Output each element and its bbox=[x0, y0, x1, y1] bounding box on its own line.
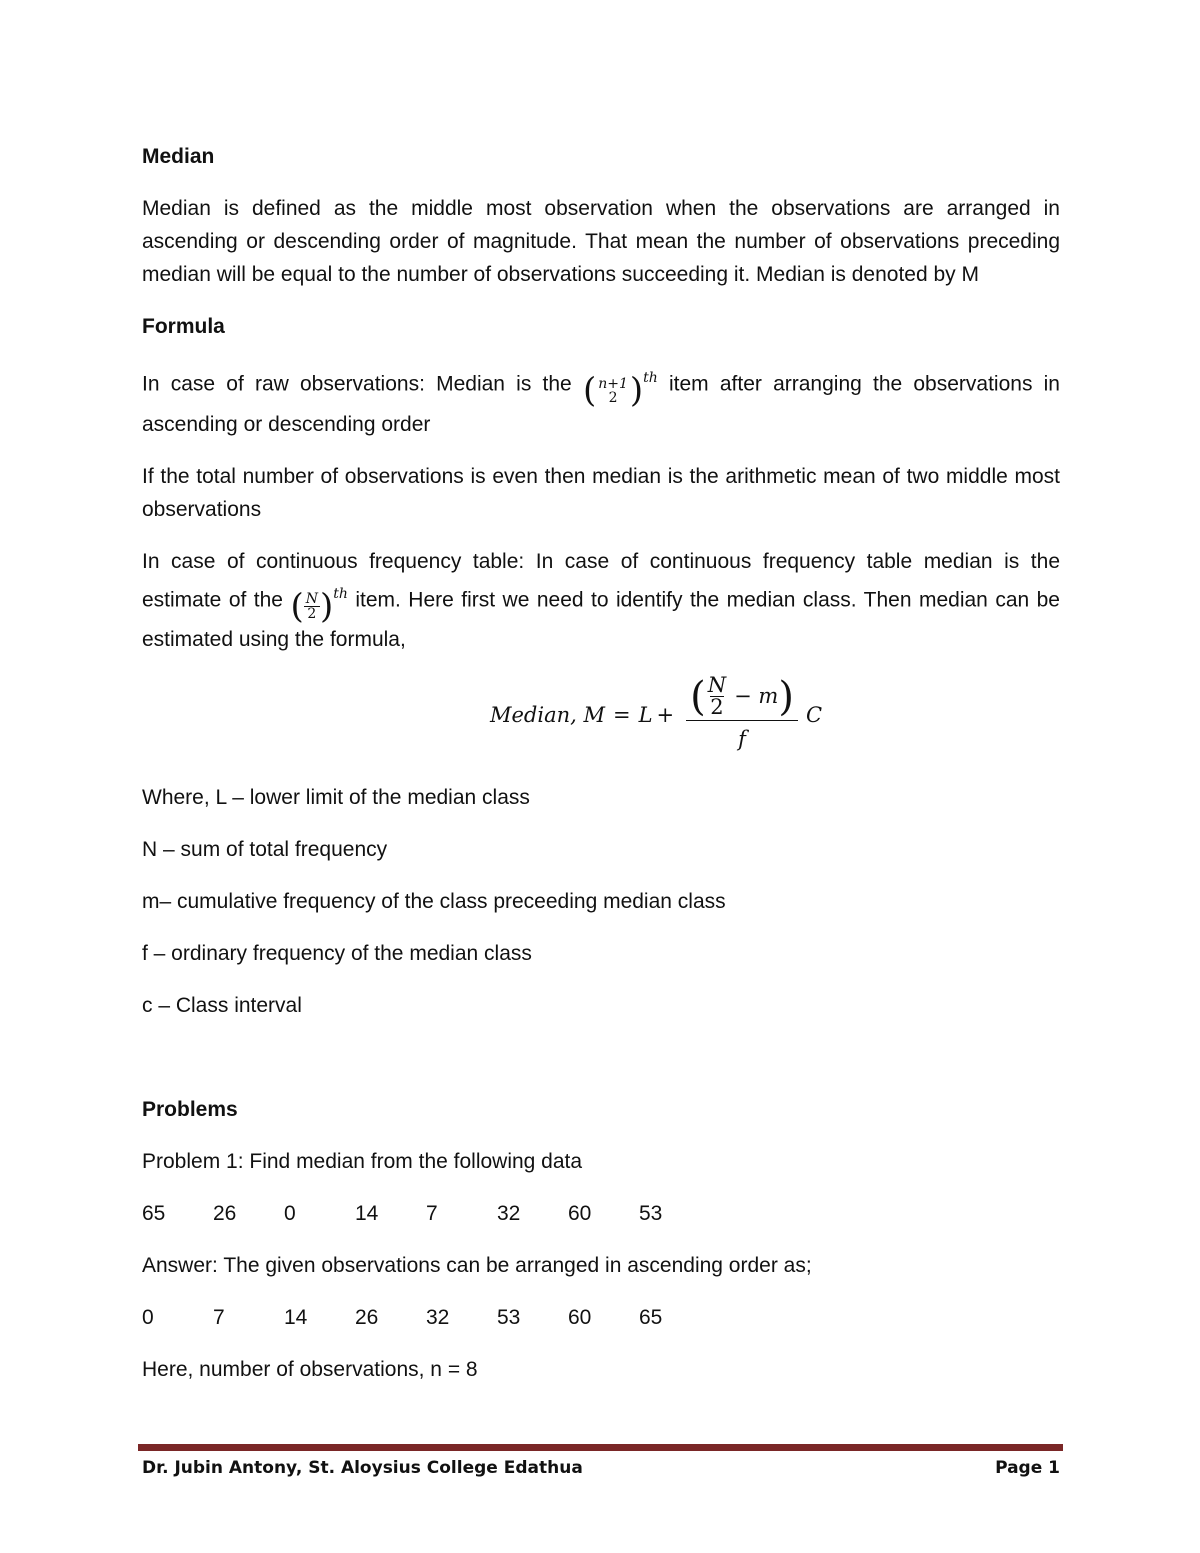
n-observations-text: Here, number of observations, n = 8 bbox=[142, 1358, 478, 1381]
data-value: 60 bbox=[568, 1202, 592, 1225]
page-content bbox=[142, 140, 1060, 1405]
footer-page-number: Page 1 bbox=[995, 1458, 1060, 1478]
page-footer bbox=[142, 1458, 1060, 1486]
sorted-value: 53 bbox=[497, 1306, 521, 1329]
continuous-case-paragraph bbox=[142, 545, 1060, 657]
cont-frac-den: 2 bbox=[304, 606, 320, 621]
where-item: m– cumulative frequency of the class preceeding median class bbox=[142, 890, 726, 913]
continuous-fraction: ( $\frac{N}{2}$ )$^{th}$ bbox=[290, 585, 348, 626]
where-item: f – ordinary frequency of the median class bbox=[142, 942, 532, 965]
formula-minus-m: − m bbox=[734, 684, 779, 708]
footer-author: Dr. Jubin Antony, St. Aloysius College Edathua bbox=[142, 1458, 583, 1478]
sorted-value: 7 bbox=[213, 1306, 225, 1329]
definition-paragraph: Median is defined as the middle most observation when the observations are arranged in ascending or descending order of magnitude. That mean the number of observations preceding median will be equal to the number of observations succeeding it. Median is denoted by M bbox=[142, 197, 1060, 286]
where-item: N – sum of total frequency bbox=[142, 838, 388, 861]
sorted-value: 14 bbox=[284, 1306, 308, 1329]
formula-fraction: ( N 2 − m ) f bbox=[686, 675, 798, 756]
formula-plus: + bbox=[656, 703, 675, 727]
heading-problems: Problems bbox=[142, 1098, 238, 1121]
continuous-prefix: estimate of the bbox=[142, 587, 283, 611]
sorted-values-row bbox=[142, 1301, 1060, 1334]
data-values-row bbox=[142, 1197, 1060, 1230]
sorted-value: 32 bbox=[426, 1306, 450, 1329]
sorted-value: 26 bbox=[355, 1306, 379, 1329]
formula-two: 2 bbox=[710, 695, 724, 719]
raw-frac-den: 2 bbox=[608, 389, 618, 406]
where-item: Where, L – lower limit of the median class bbox=[142, 786, 530, 809]
data-value: 7 bbox=[426, 1202, 438, 1225]
raw-frac-num: n+1 bbox=[598, 375, 628, 392]
where-item: c – Class interval bbox=[142, 994, 302, 1017]
raw-case-prefix: In case of raw observations: Median is the bbox=[142, 372, 572, 396]
heading-formula: Formula bbox=[142, 315, 225, 338]
data-value: 53 bbox=[639, 1202, 663, 1225]
data-value: 14 bbox=[355, 1202, 379, 1225]
cont-frac-num: N bbox=[305, 590, 318, 607]
formula-N: N bbox=[707, 673, 727, 697]
heading-median: Median bbox=[142, 145, 215, 168]
formula-C: C bbox=[805, 703, 823, 727]
data-value: 0 bbox=[284, 1202, 296, 1225]
raw-case-fraction: ( n+1 2 )$^{th}$ bbox=[582, 370, 658, 411]
raw-case-paragraph bbox=[142, 362, 1060, 441]
problem-1-text: Problem 1: Find median from the following data bbox=[142, 1150, 583, 1173]
sorted-value: 65 bbox=[639, 1306, 663, 1329]
continuous-line1: In case of continuous frequency table: In case of continuous frequency table median is the bbox=[142, 549, 1060, 573]
data-value: 65 bbox=[142, 1202, 166, 1225]
formula-L: L bbox=[638, 703, 653, 727]
sorted-value: 60 bbox=[568, 1306, 592, 1329]
median-formula bbox=[142, 675, 1060, 759]
answer-text: Answer: The given observations can be arranged in ascending order as; bbox=[142, 1254, 812, 1277]
formula-equals: = bbox=[612, 703, 631, 727]
sorted-value: 0 bbox=[142, 1306, 154, 1329]
data-value: 26 bbox=[213, 1202, 237, 1225]
formula-lhs: Median, M bbox=[489, 703, 605, 727]
footer-divider bbox=[138, 1444, 1063, 1451]
formula-f: f bbox=[686, 720, 798, 756]
data-value: 32 bbox=[497, 1202, 521, 1225]
raw-case-suffix: item after arranging the observations in ascending or descending order bbox=[142, 372, 1060, 436]
cont-superscript: th bbox=[333, 585, 348, 602]
raw-superscript: th bbox=[643, 370, 658, 386]
even-case-paragraph: If the total number of observations is even then median is the arithmetic mean of two middle most observations bbox=[142, 464, 1060, 521]
continuous-suffix: item. Here first we need to identify the median class. Then median can be estimated using the formula, bbox=[142, 587, 1060, 651]
